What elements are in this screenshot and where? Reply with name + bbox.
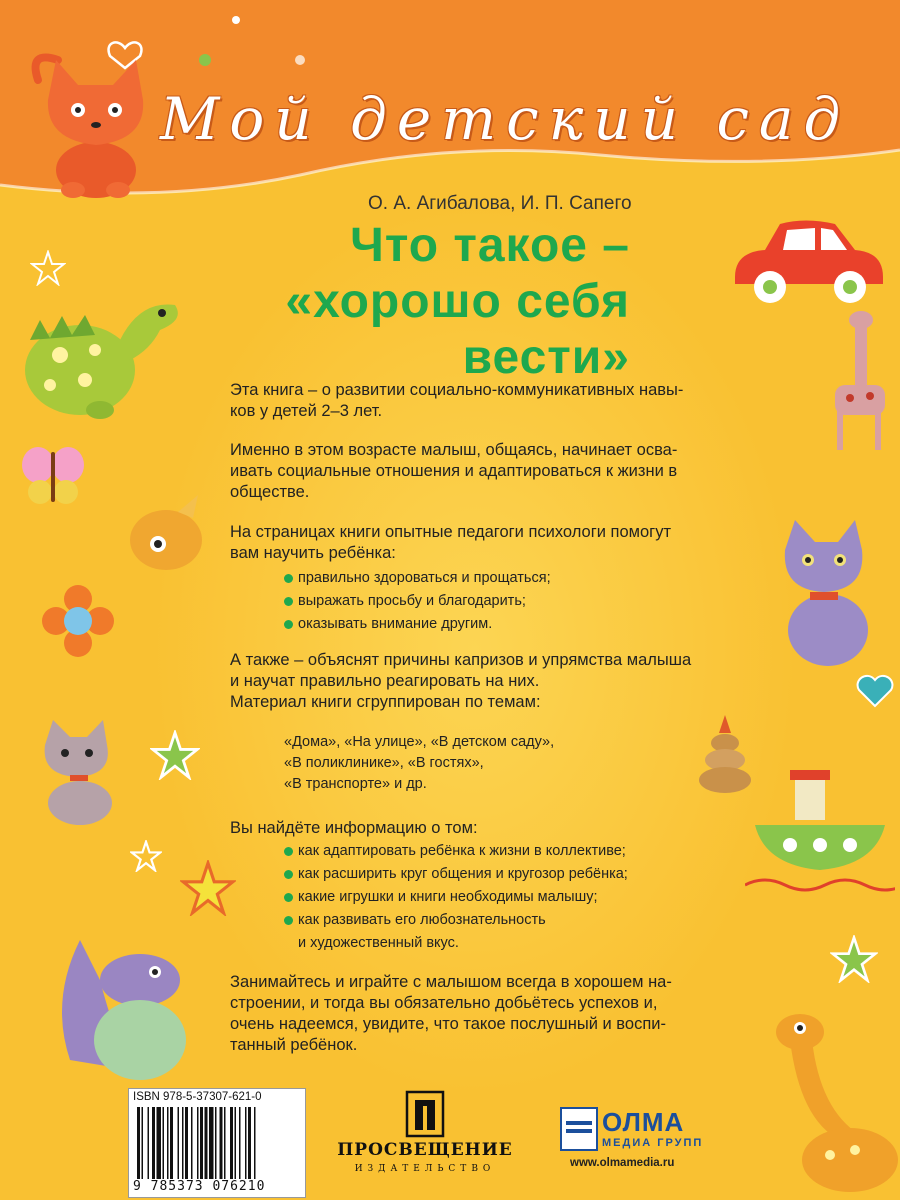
lilac-cat-illustration <box>770 520 880 670</box>
orange-dinosaur-illustration <box>770 1010 900 1200</box>
olma-logo <box>560 1105 740 1195</box>
text-line: Эта книга – о развитии социально-коммуникативных навы- <box>230 381 684 399</box>
star-icon <box>830 935 878 983</box>
list-item-continuation: и художественный вкус. <box>298 935 459 951</box>
list-item: правильно здороваться и прощаться; <box>284 567 551 590</box>
red-car-illustration <box>725 212 890 312</box>
list-item: какие игрушки и книги необходимы малышу; <box>284 886 628 909</box>
isbn-digits: 9 785373 076210 <box>133 1179 266 1194</box>
publisher-emblem-icon <box>405 1090 445 1138</box>
intro-paragraph-1 <box>230 380 683 422</box>
authors: О. А. Агибалова, И. П. Сапего <box>368 193 632 214</box>
olma-subtitle: МЕДИА ГРУПП <box>602 1137 704 1149</box>
star-icon <box>150 730 200 780</box>
publisher-subtitle: ИЗДАТЕЛЬСТВО <box>354 1164 496 1174</box>
text-line: А также – объяснят причины капризов и упрямства малыша <box>230 651 692 669</box>
text-line: и научат правильно реагировать на них. <box>230 672 540 690</box>
list-item: как развивать его любознательность <box>284 909 628 932</box>
text-line: «Дома», «На улице», «В детском саду», <box>284 734 555 750</box>
text-line: Занимайтесь и играйте с малышом всегда в хорошем на- <box>230 973 672 991</box>
series-title: Мой детский сад <box>160 85 851 153</box>
star-icon <box>130 840 162 872</box>
olma-website: www.olmamedia.ru <box>570 1157 675 1169</box>
list-item: оказывать внимание другим. <box>284 613 551 636</box>
text-line: Именно в этом возрасте малыш, общаясь, начинает осва- <box>230 441 678 459</box>
text-line: «В поликлинике», «В гостях», <box>284 755 484 771</box>
book-title-line-1: Что такое – <box>350 219 630 272</box>
heart-icon <box>855 670 895 710</box>
star-icon <box>180 860 236 916</box>
red-cat-illustration <box>18 40 168 200</box>
intro-paragraph-2 <box>230 440 677 503</box>
list-item: как адаптировать ребёнка к жизни в коллективе; <box>284 840 628 863</box>
star-icon <box>30 250 66 286</box>
text-line: На страницах книги опытные педагоги психологи помогут <box>230 523 672 541</box>
green-dinosaur-illustration <box>10 280 190 430</box>
text-line: ивать социальные отношения и адаптироваться к жизни в <box>230 462 678 480</box>
olma-emblem-icon <box>560 1107 598 1151</box>
topics-list <box>284 732 554 795</box>
book-title-line-2: «хорошо себя <box>285 275 630 328</box>
isbn-label: ISBN 978-5-37307-621-0 <box>133 1091 262 1103</box>
book-title-line-3: вести» <box>462 331 630 384</box>
fish-illustration <box>118 490 208 580</box>
info-list <box>284 840 628 955</box>
skills-list <box>284 567 551 636</box>
purple-dinosaur-illustration <box>40 940 210 1090</box>
boat-illustration <box>745 760 895 900</box>
info-intro: Вы найдёте информацию о том: <box>230 819 478 837</box>
butterfly-icon <box>18 440 88 510</box>
text-line: обществе. <box>230 483 310 501</box>
publisher-name: ПРОСВЕЩЕНИЕ <box>337 1140 513 1160</box>
text-line: Материал книги сгруппирован по темам: <box>230 693 541 711</box>
also-paragraph <box>230 650 691 713</box>
text-line: ков у детей 2–3 лет. <box>230 402 383 420</box>
gray-cat-illustration <box>25 715 125 825</box>
intro-paragraph-3 <box>230 522 671 564</box>
list-item: как расширить круг общения и кругозор ребёнка; <box>284 863 628 886</box>
barcode-bars <box>137 1107 297 1179</box>
text-line: вам научить ребёнка: <box>230 544 396 562</box>
closing-paragraph <box>230 972 672 1056</box>
list-item: выражать просьбу и благодарить; <box>284 590 551 613</box>
olma-name: ОЛМА <box>602 1107 685 1137</box>
isbn-barcode <box>128 1088 306 1198</box>
text-line: «В транспорте» и др. <box>284 776 427 792</box>
flower-icon <box>42 585 114 657</box>
text-line: строении, и тогда вы обязательно добьётесь успехов и, <box>230 994 658 1012</box>
book-title <box>210 218 630 386</box>
text-line: танный ребёнок. <box>230 1036 358 1054</box>
text-line: очень надеемся, увидите, что такое послушный и воспи- <box>230 1015 666 1033</box>
giraffe-illustration <box>825 310 895 460</box>
